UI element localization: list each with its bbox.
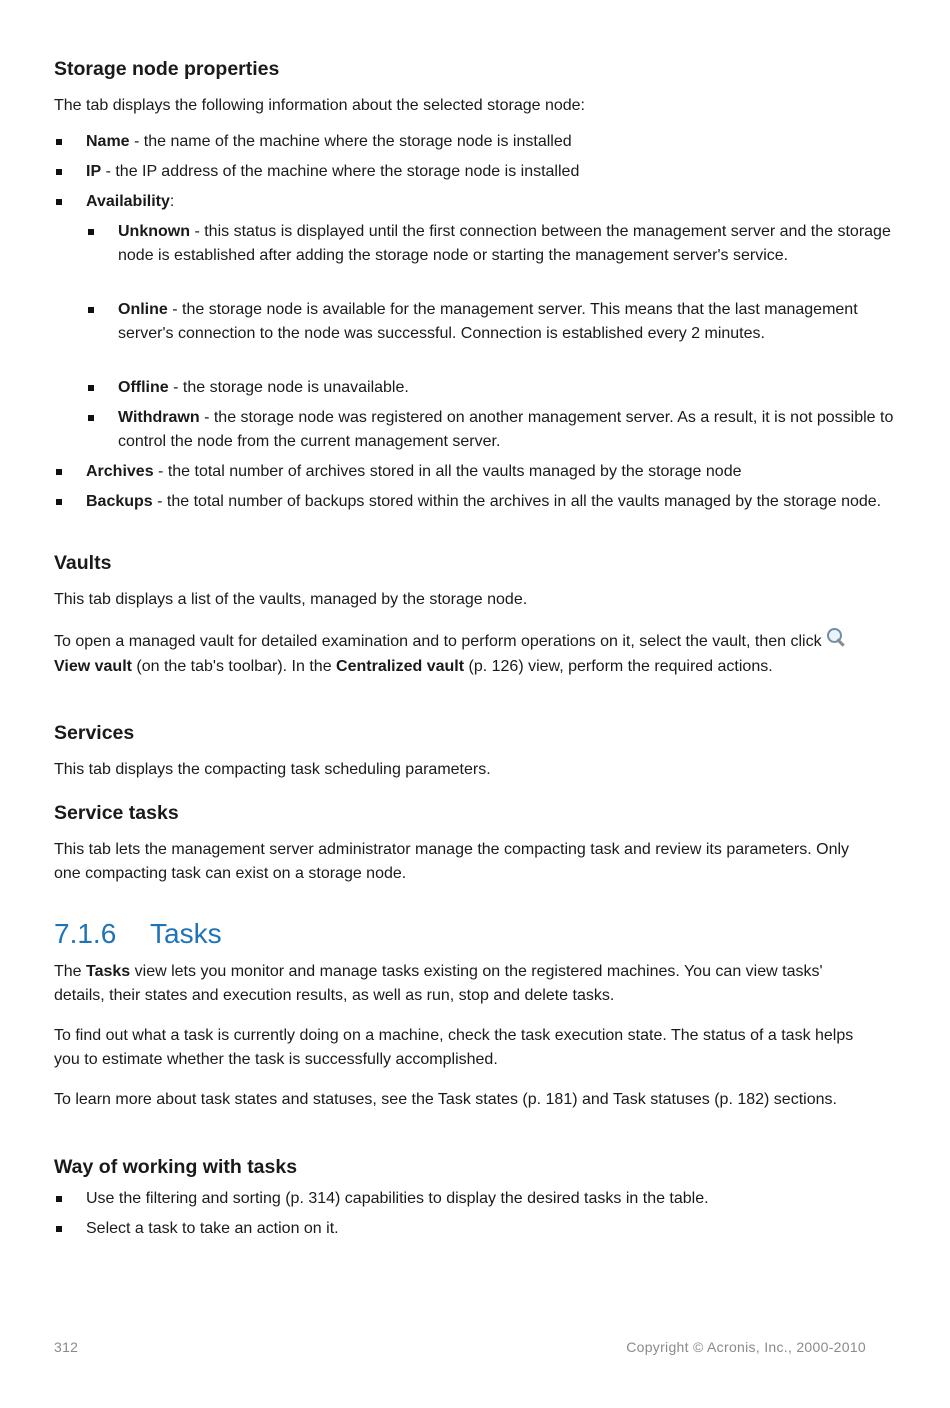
- bullet-icon: [88, 385, 94, 391]
- bullet-icon: [56, 139, 62, 145]
- term: IP: [86, 163, 102, 180]
- view-vault-label: View vault: [54, 658, 132, 675]
- list-item: [54, 1217, 900, 1241]
- copyright: Copyright © Acronis, Inc., 2000-2010: [626, 1339, 866, 1355]
- text: view lets you monitor and manage tasks existing on the registered machines. You can view tasks' details, their states and execution results, as well as run, stop and delete tasks.: [54, 963, 823, 1004]
- sub-list-item: [86, 298, 900, 346]
- bullet-icon: [88, 229, 94, 235]
- description: - the IP address of the machine where the storage node is installed: [101, 163, 580, 180]
- list-item: [54, 190, 900, 214]
- paragraph: To learn more about task states and statuses, see the Task states (p. 181) and Task statuses (p. 182) sections.: [54, 1091, 837, 1108]
- sub-list-item: [86, 376, 900, 400]
- term: Unknown: [118, 223, 190, 240]
- centralized-vault-link[interactable]: Centralized vault: [336, 658, 465, 675]
- list-item: [54, 460, 900, 484]
- term: Backups: [86, 493, 153, 510]
- text: (p. 126) view, perform the required actions.: [464, 658, 773, 675]
- paragraph: To find out what a task is currently doing on a machine, check the task execution state. The status of a task helps you to estimate whether the task is successfully accomplished.: [54, 1027, 854, 1068]
- bullet-icon: [88, 415, 94, 421]
- paragraph: [54, 960, 868, 1008]
- sub-list-item: [86, 220, 900, 268]
- description: - the name of the machine where the storage node is installed: [129, 133, 572, 150]
- paragraph: This tab displays the compacting task scheduling parameters.: [54, 761, 491, 778]
- description: - the storage node is unavailable.: [168, 379, 409, 396]
- text: To open a managed vault for detailed examination and to perform operations on it, select the vault, then click: [54, 633, 827, 650]
- description: - the total number of archives stored in all the vaults managed by the storage node: [153, 463, 742, 480]
- description: - this status is displayed until the first connection between the management server and the storage node is established after adding the storage node or starting the management server's service.: [118, 223, 891, 264]
- paragraph: This tab lets the management server administrator manage the compacting task and review its parameters. Only one compacting task can exist on a storage node.: [54, 841, 850, 882]
- term: Name: [86, 133, 130, 150]
- term: Offline: [118, 379, 169, 396]
- bullet-icon: [56, 469, 62, 475]
- chapter-number: 7.1.6: [54, 918, 117, 949]
- description: :: [169, 193, 175, 210]
- text: The: [54, 963, 87, 980]
- term: Withdrawn: [118, 409, 200, 426]
- description: - the total number of backups stored within the archives in all the vaults managed by the storage node.: [152, 493, 882, 510]
- list-item: [54, 160, 900, 184]
- paragraph: This tab displays a list of the vaults, managed by the storage node.: [54, 591, 528, 608]
- paragraph: [54, 628, 868, 679]
- list-item: [54, 1187, 900, 1211]
- chapter-title: Tasks: [150, 918, 222, 949]
- page-number: 312: [54, 1339, 79, 1355]
- section-heading: Storage node properties: [54, 58, 280, 80]
- list-item: [54, 130, 900, 154]
- tasks-term: Tasks: [86, 963, 131, 980]
- section-heading: Way of working with tasks: [54, 1156, 298, 1178]
- section-heading: Vaults: [54, 552, 112, 574]
- section-heading: Service tasks: [54, 802, 179, 824]
- description: Use the filtering and sorting (p. 314) capabilities to display the desired tasks in the table.: [86, 1190, 709, 1207]
- text: (on the tab's toolbar). In the: [131, 658, 337, 675]
- bullet-icon: [88, 307, 94, 313]
- list-item: [54, 490, 900, 514]
- chapter-heading: [54, 917, 222, 951]
- description: Select a task to take an action on it.: [86, 1220, 339, 1237]
- magnifier-icon: [826, 628, 846, 648]
- bullet-icon: [56, 169, 62, 175]
- sub-list-item: [86, 406, 900, 454]
- paragraph: The tab displays the following information about the selected storage node:: [54, 97, 585, 114]
- description: - the storage node is available for the management server. This means that the last management server's connection to the node was successful. Connection is established every 2 minutes.: [118, 301, 858, 342]
- bullet-icon: [56, 1196, 62, 1202]
- term: Availability: [86, 193, 170, 210]
- description: - the storage node was registered on another management server. As a result, it is not possible to control the node from the current management server.: [118, 409, 894, 450]
- bullet-icon: [56, 199, 62, 205]
- bullet-icon: [56, 1226, 62, 1232]
- term: Online: [118, 301, 168, 318]
- section-heading: Services: [54, 722, 135, 744]
- bullet-icon: [56, 499, 62, 505]
- term: Archives: [86, 463, 154, 480]
